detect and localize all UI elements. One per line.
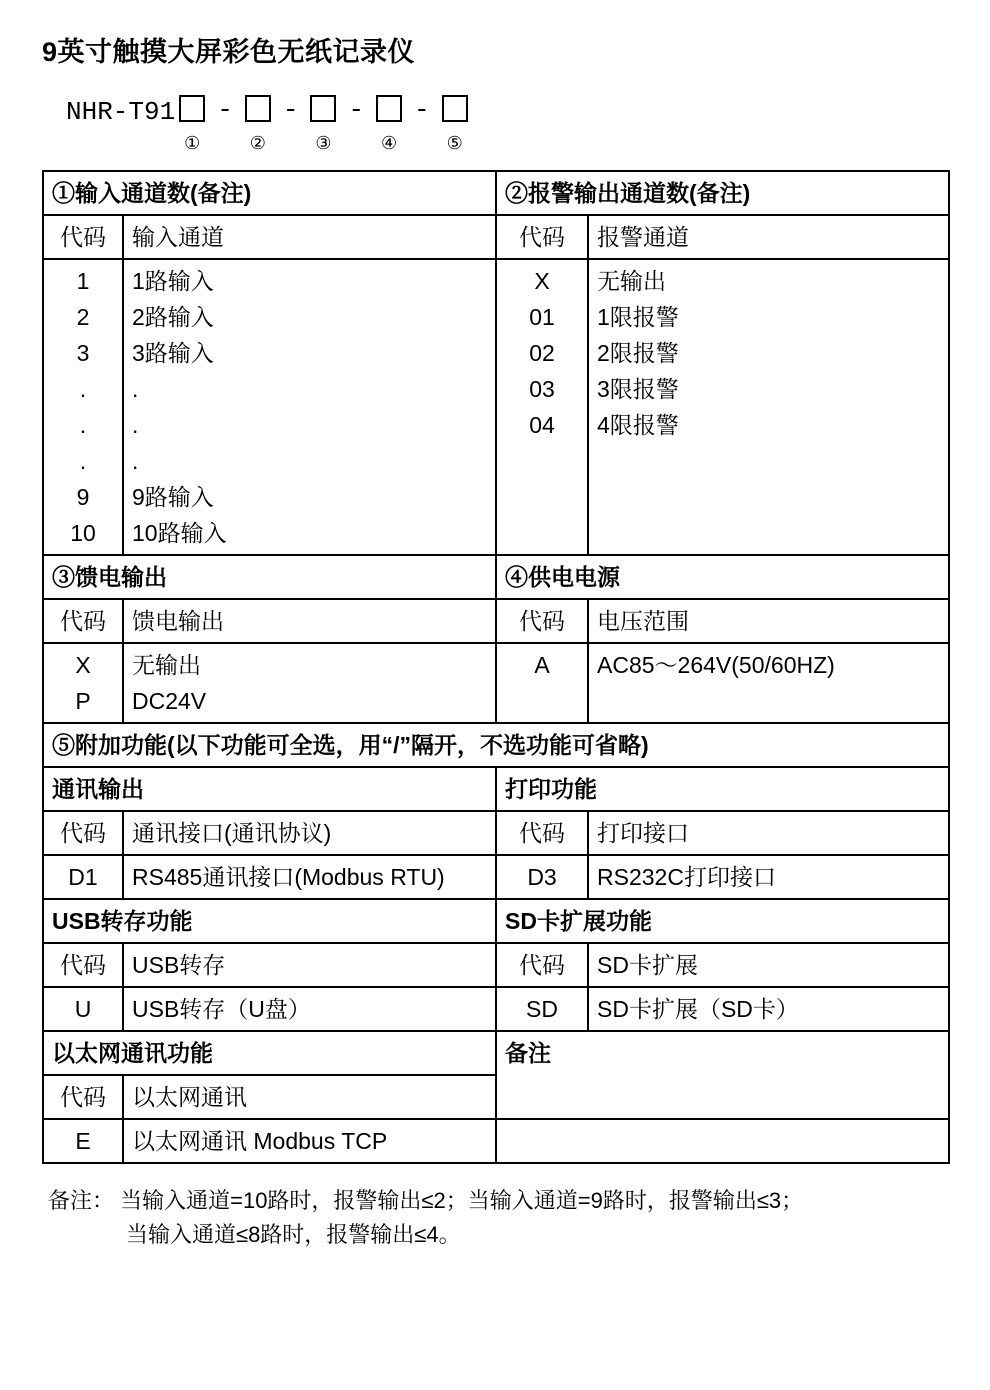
- list-item: 无输出: [132, 652, 201, 678]
- page-title: 9英寸触摸大屏彩色无纸记录仪: [42, 37, 416, 67]
- block-title-print: 打印功能: [496, 767, 949, 811]
- list-item: 2限报警: [597, 340, 679, 366]
- list-item: 10: [70, 520, 96, 546]
- model-slot-index: ⑤: [446, 133, 463, 153]
- list-item: A: [534, 652, 550, 678]
- list-item: 3: [76, 340, 90, 366]
- model-slot-box: [376, 95, 402, 122]
- block-title-usb: USB转存功能: [43, 899, 496, 943]
- table-row: [43, 555, 949, 599]
- model-slot-3: [306, 95, 340, 152]
- model-slot-index: ②: [249, 133, 266, 153]
- table-row: [43, 987, 949, 1031]
- model-slot-box: [179, 95, 205, 122]
- list-item: X: [75, 652, 91, 678]
- section3-code-list: [43, 643, 123, 723]
- table-row: [43, 899, 949, 943]
- section2-name-list: [588, 259, 949, 555]
- section2-header: ②报警输出通道数(备注): [496, 171, 949, 215]
- section4-col-name: 电压范围: [588, 599, 949, 643]
- list-item: 01: [529, 304, 555, 330]
- table-row: [43, 599, 949, 643]
- table-row: [43, 723, 949, 767]
- list-item: .: [132, 412, 139, 438]
- list-item: AC85～264V(50/60HZ): [597, 652, 835, 678]
- section4-code-list: [496, 643, 588, 723]
- section1-header: ①输入通道数(备注): [43, 171, 496, 215]
- list-item: 03: [529, 376, 555, 402]
- list-item: P: [75, 688, 91, 714]
- block-ethernet-col-code: 代码: [43, 1075, 123, 1119]
- list-item: 9路输入: [132, 484, 214, 510]
- list-item: 2: [76, 304, 90, 330]
- block-comm-name: RS485通讯接口(Modbus RTU): [123, 855, 496, 899]
- model-slot-5: [438, 95, 472, 152]
- section3-col-code: 代码: [43, 599, 123, 643]
- model-prefix: NHR-T91: [66, 97, 176, 127]
- list-item: 4限报警: [597, 412, 679, 438]
- section3-name-list: [123, 643, 496, 723]
- table-row: [43, 259, 949, 555]
- table-row: [43, 943, 949, 987]
- section1-code-list: [43, 259, 123, 555]
- block-usb-col-name: USB转存: [123, 943, 496, 987]
- table-row: [43, 855, 949, 899]
- model-slot-box: [245, 95, 271, 122]
- block-comm-col-code: 代码: [43, 811, 123, 855]
- list-item: 1限报警: [597, 304, 679, 330]
- block-ethernet-code: E: [43, 1119, 123, 1163]
- section3-header: ③馈电输出: [43, 555, 496, 599]
- list-item: 3路输入: [132, 340, 214, 366]
- model-dash: -: [414, 95, 430, 125]
- model-dash: -: [348, 95, 365, 125]
- list-item: .: [79, 376, 87, 402]
- model-slot-1: [175, 95, 209, 152]
- model-code-row: [66, 95, 990, 152]
- list-item: DC24V: [132, 688, 207, 714]
- section1-col-name: 输入通道: [123, 215, 496, 259]
- model-slot-index: ④: [380, 133, 398, 153]
- spec-table: [42, 170, 950, 1164]
- section3-col-name: 馈电输出: [123, 599, 496, 643]
- model-dash: -: [217, 95, 233, 125]
- block-ethernet-name: 以太网通讯 Modbus TCP: [123, 1119, 496, 1163]
- model-dash: -: [282, 95, 299, 125]
- block-sd-col-name: SD卡扩展: [588, 943, 949, 987]
- block-comm-code: D1: [43, 855, 123, 899]
- model-slot-index: ①: [184, 133, 201, 153]
- footnote-line-1: 备注： 当输入通道=10路时，报警输出≤2；当输入通道=9路时，报警输出≤3；: [48, 1188, 804, 1213]
- list-item: 无输出: [597, 268, 667, 294]
- block-sd-name: SD卡扩展（SD卡）: [588, 987, 949, 1031]
- section2-col-name: 报警通道: [588, 215, 949, 259]
- list-item: .: [79, 448, 87, 474]
- document-page: [0, 30, 990, 1390]
- table-row: [43, 171, 949, 215]
- list-item: 02: [529, 340, 555, 366]
- list-item: 2路输入: [132, 304, 214, 330]
- block-print-col-code: 代码: [496, 811, 588, 855]
- model-code-slots: [175, 95, 471, 152]
- model-slot-index: ③: [315, 133, 332, 153]
- section1-name-list: [123, 259, 496, 555]
- block-usb-name: USB转存（U盘）: [123, 987, 496, 1031]
- table-row: [43, 215, 949, 259]
- list-item: .: [132, 376, 139, 402]
- table-row: [43, 767, 949, 811]
- model-slot-2: [241, 95, 275, 152]
- list-item: .: [79, 412, 87, 438]
- section4-name-list: [588, 643, 949, 723]
- list-item: 9: [76, 484, 90, 510]
- section2-col-code: 代码: [496, 215, 588, 259]
- section1-col-code: 代码: [43, 215, 123, 259]
- list-item: 10路输入: [132, 520, 227, 546]
- section4-header: ④供电电源: [496, 555, 949, 599]
- list-item: 04: [529, 412, 555, 438]
- block-usb-code: U: [43, 987, 123, 1031]
- section4-col-code: 代码: [496, 599, 588, 643]
- block-remark-body: [496, 1119, 949, 1163]
- block-title-ethernet: 以太网通讯功能: [43, 1031, 496, 1075]
- block-comm-col-name: 通讯接口(通讯协议): [123, 811, 496, 855]
- block-ethernet-col-name: 以太网通讯: [123, 1075, 496, 1119]
- list-item: .: [132, 448, 139, 474]
- block-title-remark: 备注: [496, 1031, 949, 1119]
- model-slot-box: [442, 95, 468, 122]
- block-print-name: RS232C打印接口: [588, 855, 949, 899]
- block-sd-col-code: 代码: [496, 943, 588, 987]
- footnote-line-2: 当输入通道≤8路时，报警输出≤4。: [126, 1222, 461, 1247]
- list-item: X: [534, 268, 550, 294]
- list-item: 3限报警: [597, 376, 679, 402]
- table-row: [43, 1031, 949, 1075]
- table-row: [43, 1119, 949, 1163]
- model-slot-box: [310, 95, 336, 122]
- list-item: 1路输入: [132, 268, 214, 294]
- list-item: 1: [76, 268, 90, 294]
- table-row: [43, 643, 949, 723]
- block-print-col-name: 打印接口: [588, 811, 949, 855]
- block-print-code: D3: [496, 855, 588, 899]
- footnote: [48, 1184, 990, 1252]
- block-title-sd: SD卡扩展功能: [496, 899, 949, 943]
- block-sd-code: SD: [496, 987, 588, 1031]
- block-usb-col-code: 代码: [43, 943, 123, 987]
- section2-code-list: [496, 259, 588, 555]
- section5-header: ⑤附加功能(以下功能可全选，用“/”隔开，不选功能可省略): [43, 723, 949, 767]
- table-row: [43, 811, 949, 855]
- model-slot-4: [372, 95, 406, 152]
- block-title-comm: 通讯输出: [43, 767, 496, 811]
